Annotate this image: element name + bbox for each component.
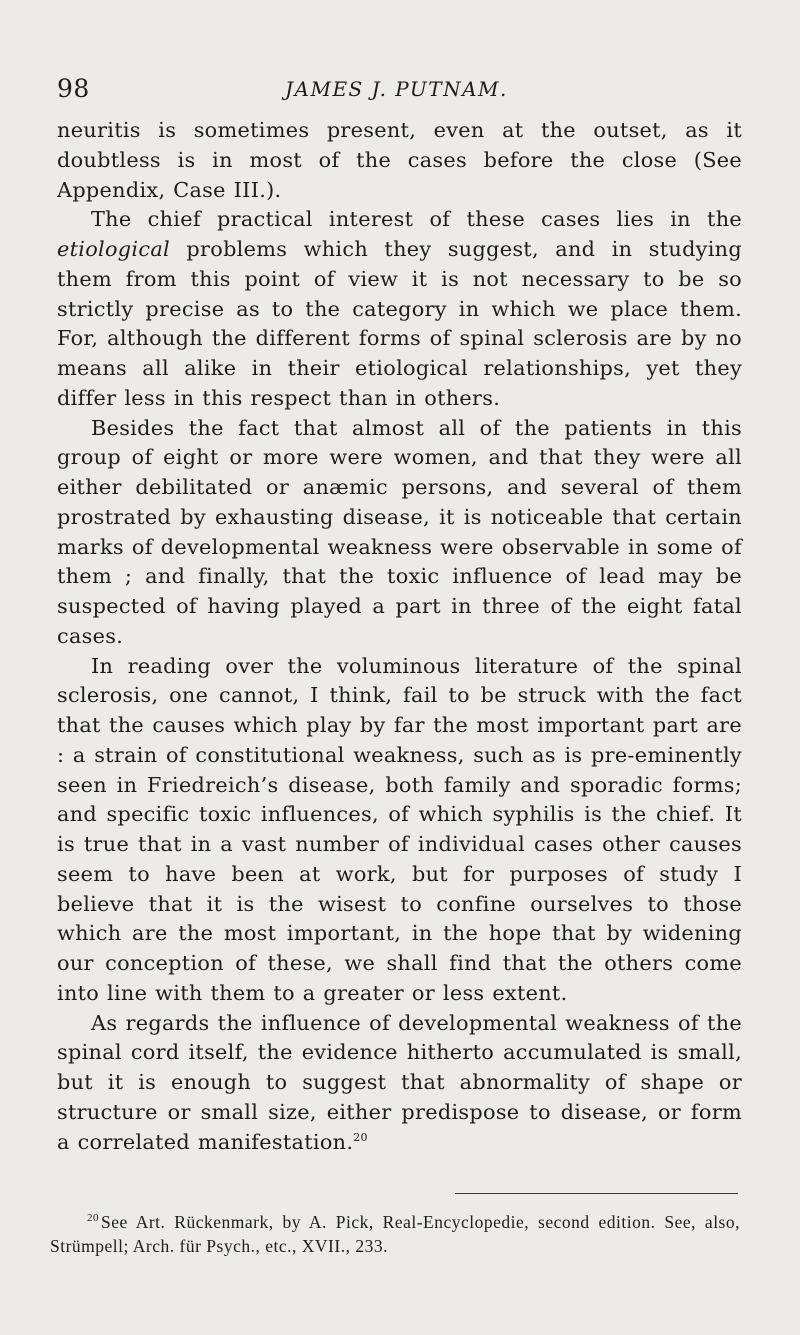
paragraph-text: In reading over the voluminous literature of the spinal sclerosis, one cannot, I think, fail to be struck with the fact that the causes which play by far the most important part are : a strain of constitutional weakness, such as is pre-eminently seen in Friedreich’s disease, both family and sporadic forms; and specific toxic influences, of which syphilis is the chief. It is true that in a vast number of individual cases other causes seem to have been at work, but for purposes of study I believe that it is the wisest to confine ourselves to those which are the most important, in the hope that by widening our conception of these, we shall find that the others come into line with them to a greater or less extent.	[57, 653, 742, 1005]
paragraph-5	[57, 1009, 742, 1158]
footnote-reference: 20	[353, 1130, 368, 1144]
paragraph-2	[57, 205, 742, 413]
paragraph-text: As regards the influence of developmental weakness of the spinal cord itself, the evidence hitherto accumulated is small, but it is enough to suggest that abnormality of shape or structure or small size, either predispose to disease, or form a correlated manifestation.	[57, 1010, 742, 1154]
footnote-mark: 20	[87, 1212, 99, 1225]
paragraph-text: Besides the fact that almost all of the patients in this group of eight or more were women, and that they were all either debilitated or anæmic persons, and several of them prostrated by exhausting disease, it is noticeable that certain marks of developmental weakness were observable in some of them ; and finally, that the toxic influence of lead may be suspected of having played a part in three of the eight fatal cases.	[57, 415, 742, 648]
running-head: JAMES J. PUTNAM.	[285, 77, 508, 101]
footnote-text: See Art. Rückenmark, by A. Pick, Real-Encyclopedie, second edition. See, also, Strümpell; Arch. für Psych., etc., XVII., 233.	[50, 1212, 740, 1256]
paragraph-text: neuritis is sometimes present, even at the outset, as it doubtless is in most of the cases before the close (See Appendix, Case III.).	[57, 118, 742, 202]
paragraph-4	[57, 652, 742, 1009]
footnote-divider	[455, 1193, 738, 1194]
paragraph-text-continued: problems which they suggest, and in studying them from this point of view it is not necessary to be so strictly precise as to the category in which we place them. For, although the different forms of spinal sclerosis are by no means all alike in their etiological relationships, yet they differ less in this respect than in others.	[57, 237, 742, 410]
page-number: 98	[57, 74, 90, 103]
italic-term: etiological	[57, 237, 170, 261]
paragraph-1	[57, 116, 742, 205]
paragraph-3	[57, 414, 742, 652]
footnote	[50, 1210, 740, 1258]
paragraph-text: The chief practical interest of these cases lies in the	[91, 207, 742, 232]
body-text	[57, 116, 742, 1157]
